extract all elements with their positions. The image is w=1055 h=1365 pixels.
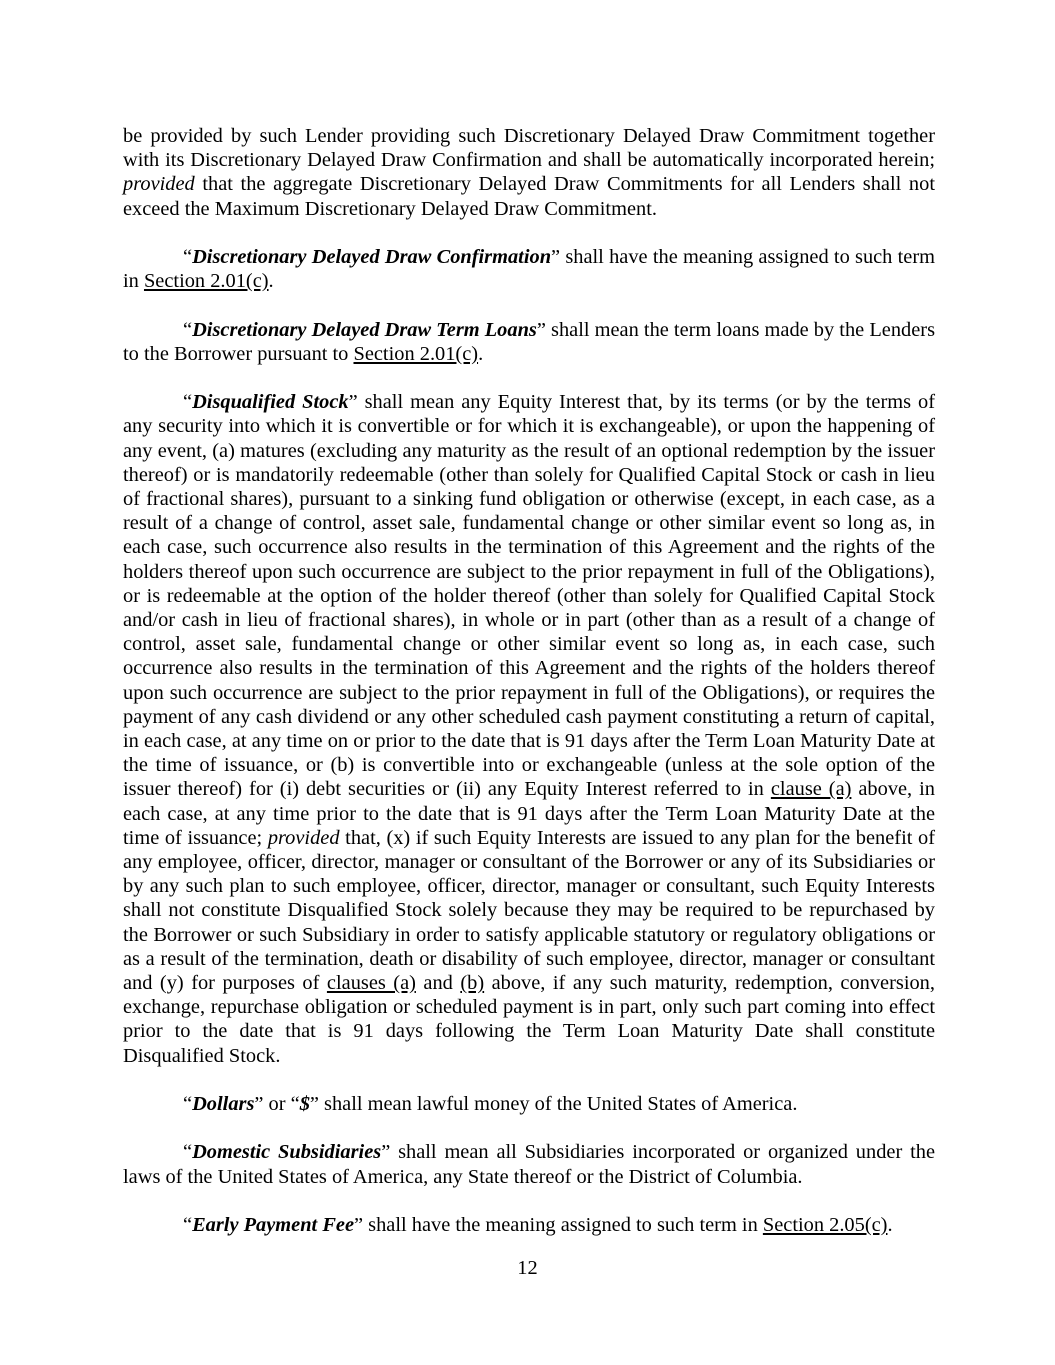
text-run: “ — [183, 1141, 193, 1164]
paragraph — [123, 1140, 935, 1188]
defined-term: Discretionary Delayed Draw Term Loans — [192, 318, 537, 341]
paragraph — [123, 390, 935, 1068]
section-reference: clauses (a) — [326, 972, 416, 995]
text-run: “ — [183, 246, 193, 268]
paragraph — [123, 1092, 935, 1116]
text-run: ” shall have the meaning assigned to such term in — [123, 246, 935, 293]
section-reference: Section 2.01(c) — [143, 270, 269, 293]
defined-term: Domestic Subsidiaries — [192, 1141, 382, 1164]
paragraph — [123, 245, 935, 293]
italic-text-run: provided — [267, 826, 340, 849]
defined-term: $ — [299, 1093, 310, 1116]
text-run: that the aggregate Discretionary Delayed Draw Commitments for all Lenders shall not exceed the Maximum Discretionary Delayed Draw Commitment. — [123, 173, 935, 220]
text-run: ” shall mean any Equity Interest that, by its terms (or by the terms of any security into which it is convertible or for which it is exchangeable), or upon the happening of any event, (a) matures (excluding any maturity as the result of an optional redemption by the issuer thereof) or is mandatorily redeemable (other than solely for Qualified Capital Stock or cash in lieu of fractional shares), pursuant to a sinking fund obligation or otherwise (except, in each case, as a result of a change of control, asset sale, fundamental change or other similar event so long as, in each case, such occurrence also results in the termination of this Agreement and the rights of the holders thereof upon such occurrence are subject to the prior repayment in full of the Obligations), or is redeemable at the option of the holder thereof (other than solely for Qualified Capital Stock and/or cash in lieu of fractional shares), in whole or in part (other than as a result of a change of control, asset sale, fundamental change or other similar event so long as, in each case, such occurrence also results in the termination of this Agreement and the rights of the holders thereof upon such occurrence are subject to the prior repayment in full of the Obligations), or requires the payment of any cash dividend or any other scheduled cash payment constituting a return of capital, in each case, at any time on or prior to the date that is 91 days after the Term Loan Maturity Date at the time of issuance, or (b) is convertible into or exchangeable (unless at the sole option of the issuer thereof) for (i) debt securities or (ii) any Equity Interest referred to in — [123, 391, 935, 801]
page-footer — [0, 1256, 1055, 1280]
section-reference: Section 2.01(c) — [353, 342, 479, 365]
text-run: above, if any such maturity, redemption, conversion, exchange, repurchase obligation or scheduled payment is in part, only such part coming into effect prior to the date that is 91 days following the Term Loan Maturity Date shall constitute Disqualified Stock. — [123, 972, 935, 1067]
text-run: . — [887, 1214, 893, 1237]
defined-term: Disqualified Stock — [192, 391, 349, 414]
section-reference: (b) — [460, 972, 485, 995]
text-run: “ — [183, 1214, 193, 1237]
paragraph — [123, 318, 935, 366]
text-run: ” shall have the meaning assigned to such term in — [354, 1214, 763, 1237]
section-reference: Section 2.05(c) — [762, 1214, 888, 1237]
text-run: and — [415, 972, 461, 995]
paragraph — [123, 1213, 935, 1237]
page-number: 12 — [517, 1257, 538, 1279]
defined-term: Dollars — [192, 1093, 255, 1116]
text-run: above, in each case, at any time prior to the date that is 91 days after the Term Loan Maturity Date at the time of issuance; — [123, 778, 935, 849]
text-run: ” shall mean lawful money of the United States of America. — [309, 1093, 798, 1116]
paragraph — [123, 124, 935, 221]
defined-term: Early Payment Fee — [192, 1214, 355, 1237]
text-run: be provided by such Lender providing such Discretionary Delayed Draw Commitment together with its Discretionary Delayed Draw Confirmation and shall be automatically incorporated herein; — [123, 125, 935, 172]
defined-term: Discretionary Delayed Draw Confirmation — [192, 246, 552, 268]
text-run: “ — [183, 1093, 193, 1116]
text-run: “ — [183, 391, 193, 414]
text-run: ” shall mean the term loans made by the Lenders to the Borrower pursuant to — [123, 318, 936, 365]
text-run: . — [268, 270, 274, 293]
text-run: ” or “ — [254, 1093, 300, 1116]
document-body — [123, 124, 935, 1261]
section-reference: clause (a) — [770, 778, 852, 801]
italic-text-run: provided — [123, 173, 195, 196]
text-run: ” shall mean all Subsidiaries incorporated or organized under the laws of the United States of America, any State thereof or the District of Columbia. — [123, 1141, 935, 1188]
text-run: “ — [183, 318, 193, 341]
text-run: . — [478, 342, 484, 365]
text-run: that, (x) if such Equity Interests are issued to any plan for the benefit of any employee, officer, director, manager or consultant of the Borrower or any of its Subsidiaries or by any such plan to such employee, officer, director, manager or consultant, such Equity Interests shall not constitute Disqualified Stock solely because they may be required to be repurchased by the Borrower or such Subsidiary in order to satisfy applicable statutory or regulatory obligations or as a result of the termination, death or disability of such employee, director, manager or consultant and (y) for purposes of — [123, 826, 935, 995]
